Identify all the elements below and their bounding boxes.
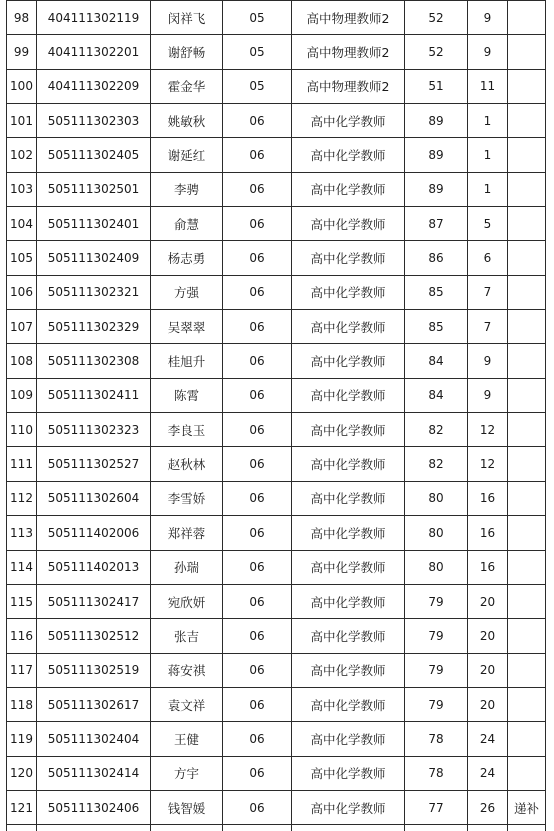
cell-score: 89 [405,104,468,138]
cell-position: 高中化学教师 [292,447,405,481]
cell-position: 高中化学教师 [292,378,405,412]
cell-position: 高中化学教师 [292,584,405,618]
cell-exam-id: 505111302401 [37,207,151,241]
table-row-cut-off [7,825,546,831]
cell-seq: 103 [7,172,37,206]
table-row [7,344,546,378]
cell-rank: 16 [468,481,508,515]
cell-score: 82 [405,447,468,481]
cell-rank: 1 [468,138,508,172]
cell-position-code: 06 [223,275,292,309]
cell-position-code: 06 [223,790,292,824]
cell-position-code: 05 [223,35,292,69]
cell-empty [508,825,546,831]
table-row [7,722,546,756]
cell-name: 吴翠翠 [151,310,223,344]
cell-exam-id: 505111302321 [37,275,151,309]
table-row [7,550,546,584]
cell-position-code: 06 [223,584,292,618]
table-row [7,138,546,172]
cell-rank: 20 [468,619,508,653]
cell-position-code: 06 [223,619,292,653]
cell-position: 高中化学教师 [292,756,405,790]
cell-name: 陈霄 [151,378,223,412]
cell-score: 84 [405,378,468,412]
cell-name: 李骋 [151,172,223,206]
table-row [7,104,546,138]
cell-position-code: 06 [223,138,292,172]
cell-seq: 107 [7,310,37,344]
cell-note [508,619,546,653]
cell-seq: 115 [7,584,37,618]
cell-position: 高中化学教师 [292,241,405,275]
cell-name: 俞慧 [151,207,223,241]
cell-seq: 101 [7,104,37,138]
cell-rank: 6 [468,241,508,275]
cell-note [508,207,546,241]
cell-rank: 9 [468,35,508,69]
results-table [6,0,546,831]
cell-position: 高中化学教师 [292,722,405,756]
cell-exam-id: 505111302409 [37,241,151,275]
cell-rank: 12 [468,447,508,481]
cell-empty [292,825,405,831]
cell-score: 80 [405,481,468,515]
cell-position-code: 06 [223,207,292,241]
cell-position-code: 06 [223,447,292,481]
cell-exam-id: 505111302406 [37,790,151,824]
cell-note [508,413,546,447]
cell-exam-id: 505111302512 [37,619,151,653]
cell-name: 李雪娇 [151,481,223,515]
cell-position-code: 06 [223,516,292,550]
cell-exam-id: 505111302308 [37,344,151,378]
cell-position: 高中化学教师 [292,687,405,721]
cell-position-code: 05 [223,69,292,103]
cell-seq: 112 [7,481,37,515]
table-row [7,687,546,721]
cell-rank: 12 [468,413,508,447]
table-row [7,310,546,344]
cell-position-code: 06 [223,172,292,206]
cell-name: 谢延红 [151,138,223,172]
cell-rank: 16 [468,516,508,550]
cell-rank: 1 [468,104,508,138]
cell-position: 高中化学教师 [292,310,405,344]
cell-seq: 102 [7,138,37,172]
cell-exam-id: 404111302201 [37,35,151,69]
cell-note [508,344,546,378]
cell-seq: 121 [7,790,37,824]
cell-exam-id: 505111302405 [37,138,151,172]
cell-position: 高中化学教师 [292,481,405,515]
cell-rank: 16 [468,550,508,584]
cell-seq: 108 [7,344,37,378]
table-row [7,275,546,309]
cell-note [508,104,546,138]
cell-name: 桂旭升 [151,344,223,378]
cell-score: 89 [405,138,468,172]
cell-note [508,584,546,618]
table-row [7,69,546,103]
cell-position: 高中化学教师 [292,138,405,172]
cell-exam-id: 505111302417 [37,584,151,618]
cell-name: 郑祥蓉 [151,516,223,550]
cell-name: 赵秋林 [151,447,223,481]
cell-seq: 105 [7,241,37,275]
cell-exam-id: 404111302209 [37,69,151,103]
table-row [7,35,546,69]
cell-seq: 110 [7,413,37,447]
cell-exam-id: 505111402006 [37,516,151,550]
cell-note [508,172,546,206]
cell-position-code: 06 [223,722,292,756]
cell-seq: 109 [7,378,37,412]
cell-position: 高中化学教师 [292,653,405,687]
cell-seq: 98 [7,1,37,35]
cell-score: 79 [405,584,468,618]
table-row [7,481,546,515]
table-row [7,619,546,653]
cell-name: 杨志勇 [151,241,223,275]
table-row [7,1,546,35]
cell-exam-id: 404111302119 [37,1,151,35]
cell-score: 79 [405,619,468,653]
cell-score: 80 [405,516,468,550]
cell-exam-id: 505111302303 [37,104,151,138]
cell-score: 84 [405,344,468,378]
cell-position-code: 06 [223,378,292,412]
cell-note [508,653,546,687]
cell-exam-id: 505111302404 [37,722,151,756]
cell-note [508,35,546,69]
cell-rank: 20 [468,687,508,721]
cell-position: 高中化学教师 [292,550,405,584]
cell-rank: 20 [468,653,508,687]
cell-exam-id: 505111302323 [37,413,151,447]
cell-score: 79 [405,687,468,721]
cell-position-code: 06 [223,550,292,584]
cell-position: 高中化学教师 [292,790,405,824]
cell-score: 80 [405,550,468,584]
cell-seq: 106 [7,275,37,309]
cell-name: 闵祥飞 [151,1,223,35]
table-row [7,207,546,241]
table-row [7,790,546,824]
cell-seq: 114 [7,550,37,584]
cell-position: 高中物理教师2 [292,69,405,103]
cell-score: 52 [405,1,468,35]
cell-rank: 11 [468,69,508,103]
cell-empty [37,825,151,831]
cell-seq: 117 [7,653,37,687]
cell-rank: 9 [468,378,508,412]
cell-rank: 5 [468,207,508,241]
cell-rank: 9 [468,344,508,378]
cell-position: 高中化学教师 [292,413,405,447]
cell-name: 张吉 [151,619,223,653]
cell-note: 递补 [508,790,546,824]
cell-rank: 7 [468,275,508,309]
cell-name: 霍金华 [151,69,223,103]
cell-rank: 26 [468,790,508,824]
cell-score: 86 [405,241,468,275]
cell-position-code: 06 [223,344,292,378]
cell-empty [223,825,292,831]
cell-score: 85 [405,310,468,344]
cell-exam-id: 505111302414 [37,756,151,790]
cell-score: 85 [405,275,468,309]
cell-exam-id: 505111302329 [37,310,151,344]
cell-seq: 111 [7,447,37,481]
cell-position-code: 06 [223,653,292,687]
cell-name: 谢舒畅 [151,35,223,69]
cell-exam-id: 505111302527 [37,447,151,481]
cell-rank: 24 [468,756,508,790]
cell-score: 51 [405,69,468,103]
cell-seq: 119 [7,722,37,756]
cell-score: 89 [405,172,468,206]
cell-position: 高中物理教师2 [292,35,405,69]
table-row [7,172,546,206]
table-row [7,756,546,790]
table-row [7,447,546,481]
cell-rank: 9 [468,1,508,35]
cell-note [508,310,546,344]
cell-rank: 24 [468,722,508,756]
cell-note [508,722,546,756]
cell-position: 高中化学教师 [292,344,405,378]
cell-note [508,378,546,412]
cell-empty [7,825,37,831]
cell-name: 姚敏秋 [151,104,223,138]
cell-exam-id: 505111402013 [37,550,151,584]
cell-note [508,516,546,550]
cell-note [508,481,546,515]
cell-seq: 100 [7,69,37,103]
cell-position: 高中物理教师2 [292,1,405,35]
cell-note [508,447,546,481]
cell-rank: 7 [468,310,508,344]
cell-position-code: 06 [223,687,292,721]
cell-seq: 99 [7,35,37,69]
cell-exam-id: 505111302604 [37,481,151,515]
cell-note [508,687,546,721]
cell-position-code: 06 [223,241,292,275]
table-row [7,653,546,687]
cell-position-code: 06 [223,104,292,138]
cell-position: 高中化学教师 [292,207,405,241]
cell-position-code: 06 [223,756,292,790]
table-row [7,584,546,618]
cell-name: 王健 [151,722,223,756]
cell-note [508,69,546,103]
cell-seq: 113 [7,516,37,550]
cell-name: 李良玉 [151,413,223,447]
cell-name: 钱智媛 [151,790,223,824]
cell-note [508,275,546,309]
cell-note [508,241,546,275]
cell-rank: 20 [468,584,508,618]
cell-score: 52 [405,35,468,69]
cell-note [508,1,546,35]
cell-score: 82 [405,413,468,447]
cell-exam-id: 505111302411 [37,378,151,412]
cell-position: 高中化学教师 [292,275,405,309]
cell-note [508,138,546,172]
cell-name: 袁文祥 [151,687,223,721]
cell-position-code: 06 [223,481,292,515]
cell-name: 方宇 [151,756,223,790]
cell-rank: 1 [468,172,508,206]
cell-position-code: 06 [223,413,292,447]
table-row [7,378,546,412]
cell-position: 高中化学教师 [292,516,405,550]
cell-position-code: 06 [223,310,292,344]
cell-exam-id: 505111302617 [37,687,151,721]
cell-note [508,550,546,584]
cell-seq: 118 [7,687,37,721]
cell-exam-id: 505111302501 [37,172,151,206]
table-row [7,413,546,447]
cell-seq: 104 [7,207,37,241]
cell-position: 高中化学教师 [292,172,405,206]
cell-empty [405,825,468,831]
results-table-body [7,1,546,831]
cell-name: 孙瑞 [151,550,223,584]
cell-exam-id: 505111302519 [37,653,151,687]
cell-seq: 116 [7,619,37,653]
cell-name: 方强 [151,275,223,309]
cell-position: 高中化学教师 [292,619,405,653]
cell-score: 78 [405,756,468,790]
cell-name: 宛欣妍 [151,584,223,618]
cell-name: 蒋安祺 [151,653,223,687]
cell-score: 78 [405,722,468,756]
cell-seq: 120 [7,756,37,790]
cell-empty [151,825,223,831]
cell-position-code: 05 [223,1,292,35]
cell-score: 77 [405,790,468,824]
cell-score: 87 [405,207,468,241]
cell-score: 79 [405,653,468,687]
cell-position: 高中化学教师 [292,104,405,138]
cell-empty [468,825,508,831]
table-row [7,241,546,275]
cell-note [508,756,546,790]
table-row [7,516,546,550]
